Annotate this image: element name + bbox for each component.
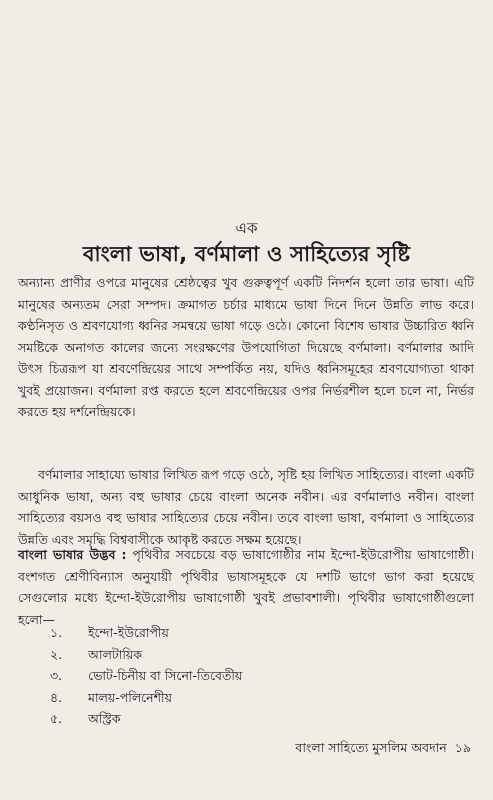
list-item-label: মালয়-পলিনেশীয় [88,689,172,705]
running-book-title: বাংলা সাহিত্যে মুসলিম অবদান [295,740,447,755]
list-item-number: ২. [50,646,63,662]
section-heading-origin: বাংলা ভাষার উদ্ভব : [18,547,127,562]
chapter-number: এক [235,219,258,237]
paragraph-2: বর্ণমালার সাহায্যে ভাষার লিখিত রূপ গড়ে ওঠে, সৃষ্টি হয় লিখিত সাহিত্যের। বাংলা একটি আধুনিক ভাষা, অন্য বহু ভাষার চেয়ে বাংলা অনেক নবীন। এর বর্ণমালাও নবীন। বাংলা সাহিত্যের বয়সও বহু ভাষার সাহিত্যের চেয়ে নবীন। তবে বাংলা ভাষা, বর্ণমালা ও সাহিত্যের উন্নতি এবং সমৃদ্ধি বিশ্ববাসীকে আকৃষ্ট করতে সক্ষম হয়েছে। [18,467,474,547]
page-footer [295,740,471,760]
list-item-number: ১. [50,625,63,640]
page-number: ১৯ [454,740,471,755]
chapter-title: বাংলা ভাষা, বর্ণমালা ও সাহিত্যের সৃষ্টি [82,242,411,266]
language-family-list [50,622,242,730]
paragraph-3 [18,544,474,630]
list-item-number: ৫. [50,711,63,726]
list-item-label: ভোট-চিনীয় বা সিনো-তিবেতীয় [88,668,243,683]
list-item-label: ইন্দো-ইউরোপীয় [88,625,169,640]
list-item-label: অস্ট্রিক [88,711,121,726]
list-item [50,644,242,666]
list-item [50,622,242,644]
list-item-number: ৪. [50,689,63,705]
paragraph-3-body: পৃথিবীর সবচেয়ে বড় ভাষাগোষ্ঠীর নাম ইন্দো-ইউরোপীয় ভাষাগোষ্ঠী। বংশগত শ্রেণীবিন্যাস অনুযায়ী পৃথিবীর ভাষাসমূহকে যে দশটি ভাগে ভাগ করা হয়েছে সেগুলোর মধ্যে ইন্দো-ইউরোপীয় ভাষাগোষ্ঠী খুবই প্রভাবশালী। পৃথিবীর ভাষাগোষ্ঠীগুলো হলো— [18,547,474,627]
list-item-number: ৩. [50,668,63,683]
list-item-label: আলটায়িক [88,646,143,662]
list-item [50,708,242,730]
paragraph-1: অন্যান্য প্রাণীর ওপরে মানুষের শ্রেষ্ঠত্বের খুব গুরুত্বপূর্ণ একটি নিদর্শন হলো তার ভাষা। এটি মানুষের অন্যতম সেরা সম্পদ। ক্রমাগত চর্চার মাধ্যমে ভাষা দিনে দিনে উন্নতি লাভ করে। কণ্ঠনিসৃত ও শ্রবণযোগ্য ধ্বনির সমন্বয়ে ভাষা গড়ে ওঠে। কোনো বিশেষ ভাষার উচ্চারিত ধ্বনি সমষ্টিকে অনাগত কালের জন্যে সংরক্ষণের উপযোগিতা দিয়েছে বর্ণমালা। বর্ণমালার আদি উৎস চিত্ররূপ যা শ্রবণেন্দ্রিয়ের সাথে সম্পর্কিত নয়, যদিও ধ্বনিসমূহের শ্রবণযোগ্যতা থাকা খুবই প্রয়োজন। বর্ণমালা রপ্ত করতে হলে শ্রবণেন্দ্রিয়ের ওপর নির্ভরশীল হলে চলে না, নির্ভর করতে হয় দর্শনেন্দ্রিয়কে। [18,275,474,419]
list-item [50,687,242,709]
list-item [50,665,242,687]
